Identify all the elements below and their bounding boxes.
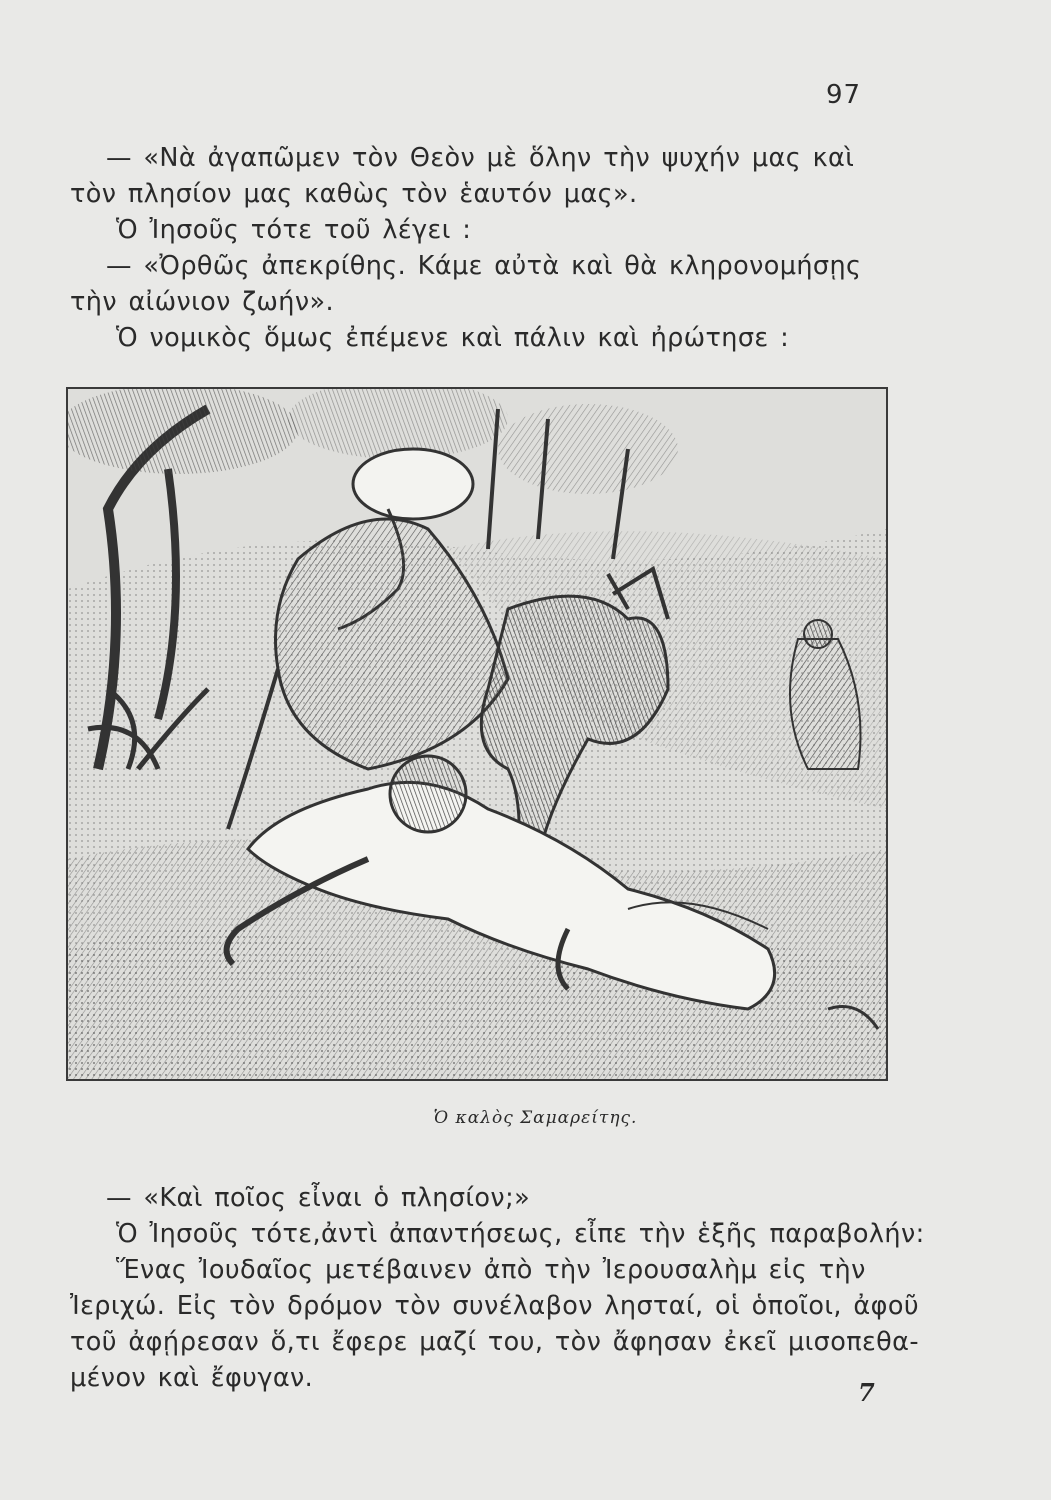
upper-paragraphs bbox=[70, 140, 900, 356]
text-line: μένον καὶ ἔφυγαν. bbox=[70, 1363, 314, 1393]
page-number: 97 bbox=[826, 80, 862, 110]
text-line: — «Ὀρθῶς ἀπεκρίθης. Κάμε αὐτὰ καὶ θὰ κληρονομήσῃς bbox=[106, 251, 862, 281]
text-line: Ἕνας Ἰουδαῖος μετέβαινεν ἀπὸ τὴν Ἰερουσαλὴμ εἰς τὴν bbox=[116, 1255, 866, 1285]
samaritan-engraving bbox=[66, 387, 888, 1081]
text-line: Ὁ Ἰησοῦς τότε,ἀντὶ ἀπαντήσεως, εἶπε τὴν ἑξῆς παραβολήν: bbox=[116, 1219, 925, 1249]
text-line: — «Καὶ ποῖος εἶναι ὁ πλησίον;» bbox=[106, 1183, 531, 1213]
text-line: Ἰεριχώ. Εἰς τὸν δρόμον τὸν συνέλαβον λησταί, οἱ ὁποῖοι, ἀφοῦ bbox=[70, 1291, 919, 1321]
lower-paragraphs bbox=[70, 1180, 925, 1396]
text-line: τοῦ ἀφῄρεσαν ὅ,τι ἔφερε μαζί του, τὸν ἄφησαν ἐκεῖ μισοπεθα- bbox=[70, 1327, 919, 1357]
illustration-caption: Ὁ καλὸς Σαμαρείτης. bbox=[433, 1108, 638, 1128]
text-line: Ὁ νομικὸς ὅμως ἐπέμενε καὶ πάλιν καὶ ἠρώτησε : bbox=[116, 323, 790, 353]
text-line: Ὁ Ἰησοῦς τότε τοῦ λέγει : bbox=[116, 215, 472, 245]
printer-signature-mark: 7 bbox=[858, 1378, 875, 1407]
text-line: — «Νὰ ἀγαπῶμεν τὸν Θεὸν μὲ ὅλην τὴν ψυχήν μας καὶ bbox=[106, 143, 855, 173]
text-line: τὴν αἰώνιον ζωήν». bbox=[70, 287, 335, 317]
text-line: τὸν πλησίον μας καθὼς τὸν ἑαυτόν μας». bbox=[70, 179, 638, 209]
